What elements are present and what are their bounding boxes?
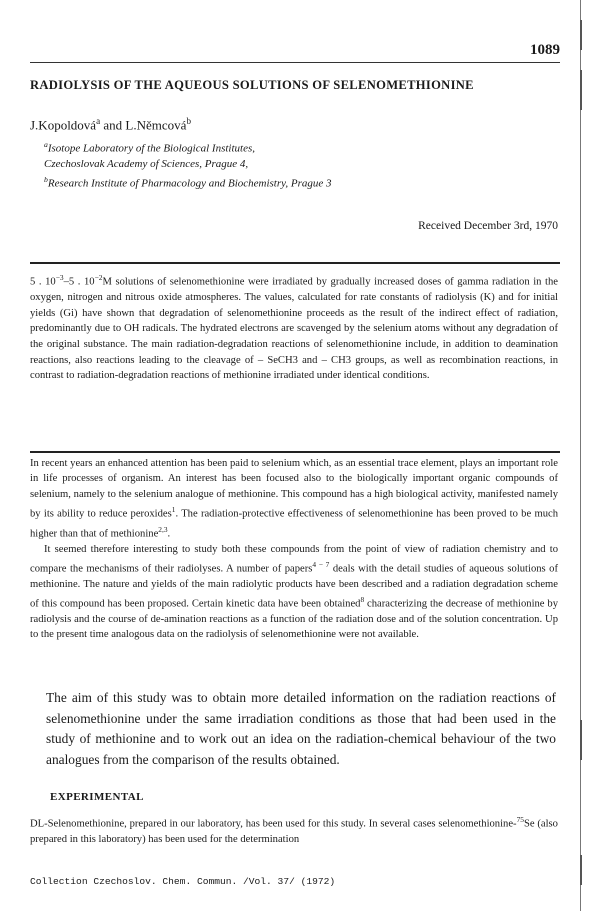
page-edge-mark bbox=[580, 20, 582, 50]
abstract-top-rule bbox=[30, 262, 560, 264]
header-rule bbox=[30, 62, 560, 63]
intro-paragraph-2: It seemed therefore interesting to study both these compounds from the point of view of radiation chemistry and to compare the mechanisms of their radiolyses. A number of papers$^{4 - 7}$ deals with the detail studies of aqueous solutions of methionine. The nature and yields of the main radiolytic products have been described and a radiation degradation scheme of this compound has been proposed. Certain kinetic data have been obtained$^8$ characterizing the decrease of methionine by radiolysis and the course of de-amination reactions as a function of the radiation dose and of the solution concentration. Up to the present time analogous data on the radiolysis of selenomethionine were not available. bbox=[30, 543, 559, 641]
author-1-mark: a bbox=[96, 116, 101, 126]
affiliations bbox=[44, 137, 332, 191]
author-2: L.Němcová bbox=[125, 117, 187, 133]
section-heading-experimental: EXPERIMENTAL bbox=[50, 791, 144, 803]
journal-footer: Collection Czechoslov. Chem. Commun. /Vol. 37/ (1972) bbox=[30, 876, 336, 887]
article-title: RADIOLYSIS OF THE AQUEOUS SOLUTIONS OF SELENOMETHIONINE bbox=[30, 78, 474, 92]
authors-conjunction: and bbox=[103, 117, 123, 133]
experimental-paragraph: DL-Selenomethionine, prepared in our laboratory, has been used for this study. In several cases selenomethionine-$^{75}$Se (also prepared in this laboratory) has been used for the determination bbox=[30, 815, 558, 845]
affiliation-mark-b: b bbox=[44, 174, 48, 184]
page-edge-mark bbox=[580, 720, 582, 760]
page-edge-mark bbox=[580, 855, 582, 885]
affiliation-b-line-1: Research Institute of Pharmacology and Biochemistry, Prague 3 bbox=[47, 177, 332, 190]
aim-paragraph: The aim of this study was to obtain more detailed information on the radiation reactions of selenomethionine under the same irradiation conditions as those that had been used in the study of methionine and to work out an idea on the radiation-chemical behaviour of the two analogues from the comparison of the results obtained. bbox=[46, 690, 556, 767]
page-edge-mark bbox=[580, 70, 582, 110]
introduction bbox=[30, 456, 558, 642]
affiliation-mark-a: a bbox=[44, 140, 48, 149]
affiliation-a-line-1: Isotope Laboratory of the Biological Institutes, bbox=[47, 142, 255, 155]
author-2-mark: b bbox=[186, 116, 191, 126]
author-1: J.Kopoldová bbox=[30, 117, 97, 133]
page-edge-line bbox=[580, 0, 581, 911]
affiliation-a-line-2: Czechoslovak Academy of Sciences, Prague 4, bbox=[44, 157, 249, 170]
intro-paragraph-1: In recent years an enhanced attention has been paid to selenium which, as an essential trace element, plays an important role in life processes of organism. An interest has been focused also to the biologically important organic compounds of selenium, namely to the selenium analogue of methionine. This compound has a high biological activity, manifested namely by its ability to reduce peroxides$^1$. The radiation-protective effectiveness of selenomethionine has been proved to be much higher than that of methionine$^{2,3}$. bbox=[30, 458, 558, 540]
received-date: Received December 3rd, 1970 bbox=[418, 220, 558, 232]
authors bbox=[30, 116, 191, 133]
page-number: 1089 bbox=[530, 42, 560, 58]
abstract-bottom-rule bbox=[30, 451, 560, 453]
abstract: 5 . $10^{-3}-5$ . $10^{-2}M$ solutions of selenomethionine were irradiated by gradually increased doses of gamma radiation in the oxygen, nitrogen and nitrous oxide atmospheres. The values, calculated for rate constants of radiolysis (K) and for initial yields (Gi) have shown that degradation of selenomethionine proceeds as the result of the indirect effect of radiation, predominantly due to OH radicals. The hydrated electrons are scavenged by the selenium atoms without any degradation of the original substance. The main radiation-degradation reactions of selenomethionine include, in addition to deamination reactions, also reactions leading to the cleavage of – SeCH3 and – CH3 groups, as well as recombination reactions, in contrast to radiation-degradation reactions of methionine irradiated under identical conditions. bbox=[30, 273, 558, 382]
